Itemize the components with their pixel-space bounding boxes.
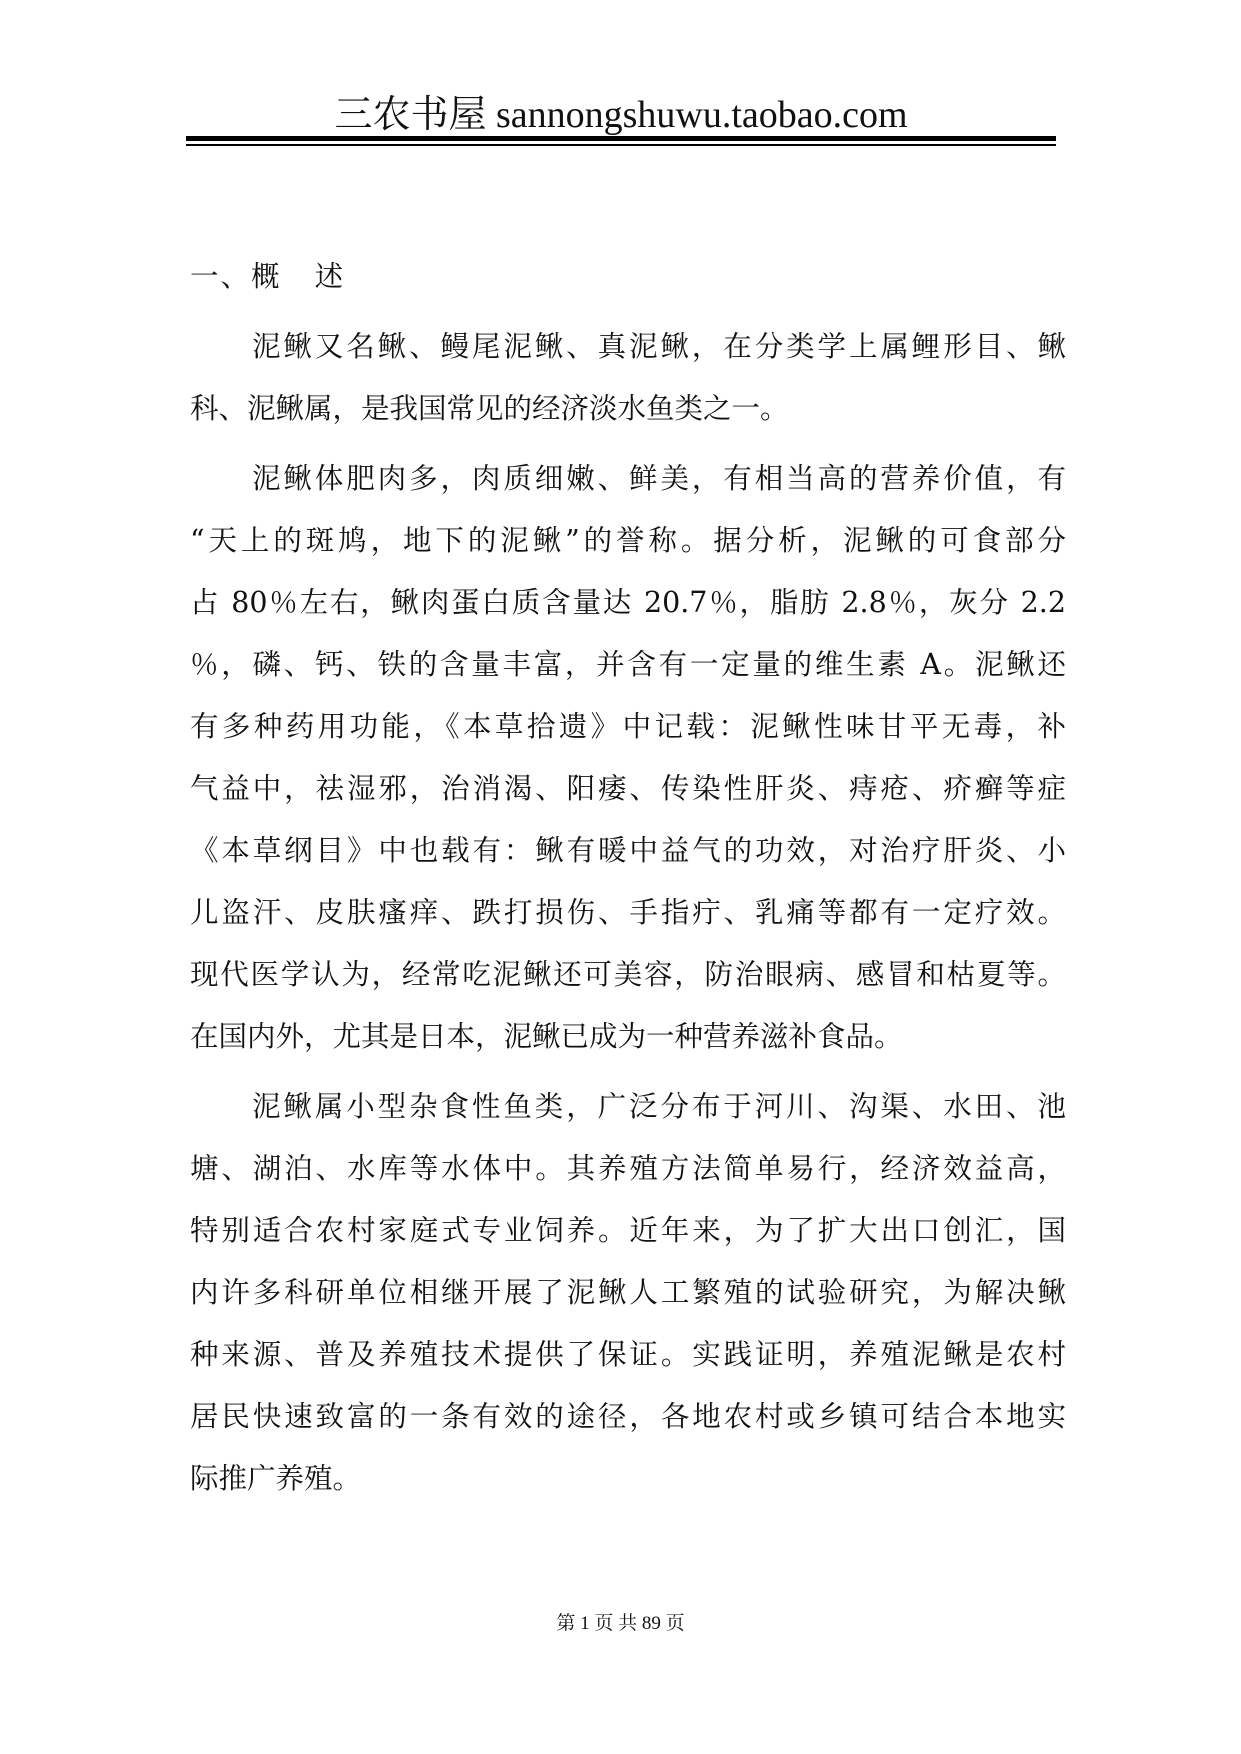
section-heading: 一、概 述: [190, 260, 346, 293]
paragraph-line: 有多种药用功能，《本草拾遗》中记载：泥鳅性味甘平无毒，补: [190, 710, 1066, 743]
paragraph-line: 气益中，祛湿邪，治消渴、阳痿、传染性肝炎、痔疮、疥癣等症: [190, 772, 1066, 805]
page-header-title: 三农书屋 sannongshuwu.taobao.com: [334, 94, 908, 136]
paragraph-line: 特别适合农村家庭式专业饲养。近年来，为了扩大出口创汇，国: [190, 1214, 1066, 1247]
paragraph-line: ％，磷、钙、铁的含量丰富，并含有一定量的维生素 A。泥鳅还: [190, 648, 1066, 681]
paragraph-line: 际推广养殖。: [190, 1462, 362, 1495]
paragraph-line: 内许多科研单位相继开展了泥鳅人工繁殖的试验研究，为解决鳅: [190, 1276, 1066, 1309]
paragraph-3: [190, 1076, 1066, 1510]
header-rule-thin: [186, 144, 1056, 146]
paragraph-1: [190, 316, 1066, 440]
paragraph-line: 种来源、普及养殖技术提供了保证。实践证明，养殖泥鳅是农村: [190, 1338, 1066, 1371]
paragraph-line: 《本草纲目》中也载有：鳅有暖中益气的功效，对治疗肝炎、小: [190, 834, 1066, 867]
paragraph-line: “天上的斑鸠，地下的泥鳅”的誉称。据分析，泥鳅的可食部分: [190, 524, 1066, 557]
paragraph-line: 科、泥鳅属，是我国常见的经济淡水鱼类之一。: [190, 392, 789, 425]
paragraph-line: 泥鳅又名鳅、鳗尾泥鳅、真泥鳅，在分类学上属鲤形目、鳅: [252, 330, 1066, 363]
paragraph-line: 占 80％左右，鳅肉蛋白质含量达 20.7％，脂肪 2.8％，灰分 2.2: [190, 586, 1066, 619]
paragraph-line: 塘、湖泊、水库等水体中。其养殖方法简单易行，经济效益高，: [190, 1152, 1066, 1185]
header-rule-thick: [186, 136, 1056, 141]
paragraph-line: 泥鳅属小型杂食性鱼类，广泛分布于河川、沟渠、水田、池: [252, 1090, 1066, 1123]
paragraph-line: 在国内外，尤其是日本，泥鳅已成为一种营养滋补食品。: [190, 1020, 903, 1053]
paragraph-2: [190, 448, 1066, 1068]
paragraph-line: 居民快速致富的一条有效的途径，各地农村或乡镇可结合本地实: [190, 1400, 1066, 1433]
paragraph-line: 现代医学认为，经常吃泥鳅还可美容，防治眼病、感冒和枯夏等。: [190, 958, 1066, 991]
paragraph-line: 儿盗汗、皮肤瘙痒、跌打损伤、手指疔、乳痛等都有一定疗效。: [190, 896, 1066, 929]
paragraph-line: 泥鳅体肥肉多，肉质细嫩、鲜美，有相当高的营养价值，有: [252, 462, 1066, 495]
document-body: [190, 246, 1066, 1518]
page-number-footer: 第 1 页 共 89 页: [556, 1613, 685, 1634]
